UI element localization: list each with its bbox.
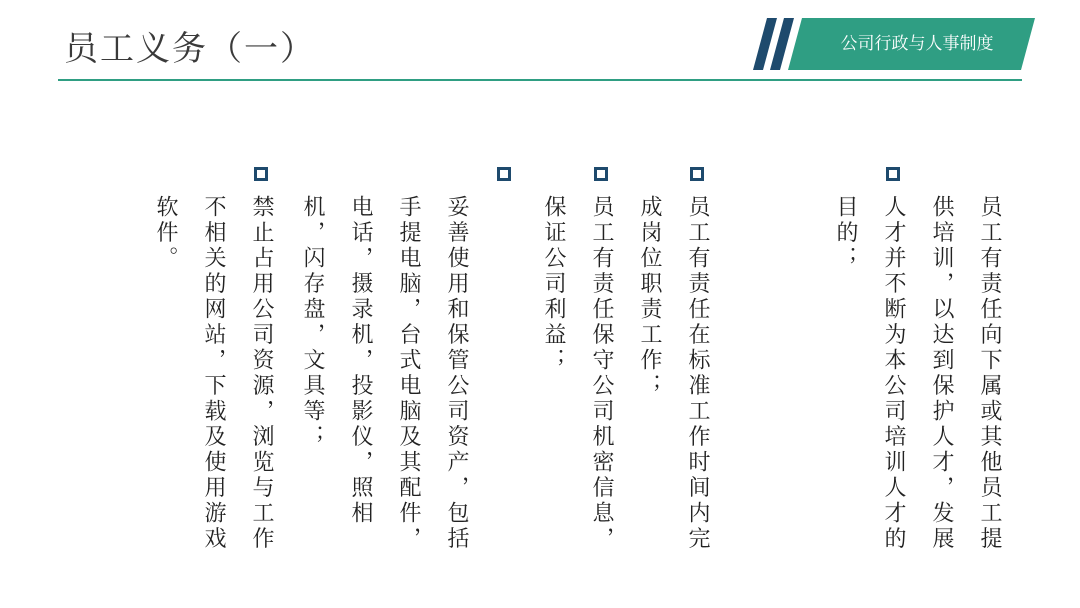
square-bullet-icon xyxy=(690,167,704,181)
page-title: 员工义务（一） xyxy=(64,29,316,69)
duty-item-5: 禁止占用公司资源，浏览与工作不相关的网站，下载及使用游戏软件。 xyxy=(153,195,274,552)
badge-label: 公司行政与人事制度 xyxy=(840,34,994,54)
square-bullet-icon xyxy=(594,167,608,181)
duty-item-2: 员工有责任在标准工作时间内完成岗位职责工作； xyxy=(637,195,710,552)
square-bullet-icon xyxy=(886,167,900,181)
square-bullet-icon xyxy=(254,167,268,181)
duty-item-1: 员工有责任向下属或其他员工提供培训，以达到保护人才，发展人才并不断为本公司培训人才的目的； xyxy=(833,195,1002,552)
square-bullet-icon xyxy=(497,167,511,181)
duty-item-4: 妥善使用和保管公司资产，包括手提电脑，台式电脑及其配件，电话，摄录机，投影仪，照相机，闪存盘，文具等； xyxy=(300,195,469,552)
duty-item-3: 员工有责任保守公司机密信息，保证公司利益； xyxy=(541,195,614,552)
